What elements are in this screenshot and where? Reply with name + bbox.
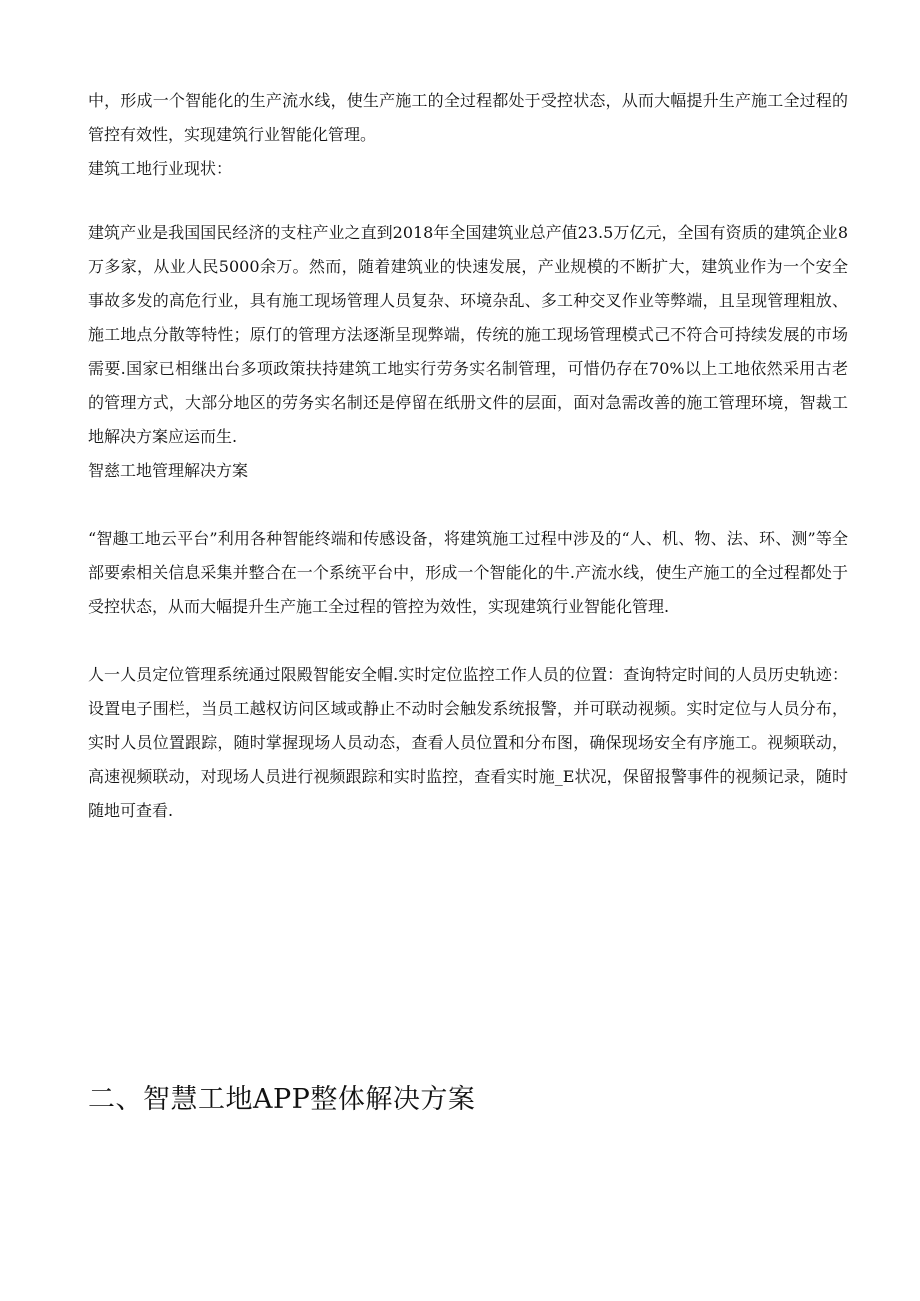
- section-heading: 二、智慧工地APP整体解决方案: [88, 1084, 476, 1115]
- intro-paragraph: 中，形成一个智能化的生产流水线，使生产施工的全过程都处于受控状态，从而大幅提升生产施工全过程的管控有效性，实现建筑行业智能化管理。: [88, 91, 848, 144]
- industry-status-paragraph: 建筑产业是我国国民经济的支柱产业之直到2018年全国建筑业总产值23.5万亿元，全国有资质的建筑企业8万多家，从业人民5000余万。然而，随着建筑业的快速发展，产业规模的不断扩大，建筑业作为一个安全事故多发的高危行业，具有施工现场管理人员复杂、环境杂乱、多工种交叉作业等弊端，且呈现管理粗放、施工地点分散等特性；原仃的管理方法逐渐呈现弊端，传统的施工现场管理模式己不符合可持续发展的市场需要.国家已相继出台多项政策扶持建筑工地实行劳务实名制管理，可惜仍存在70%以上工地依然采用古老的管理方式，大部分地区的劳务实名制还是停留在纸册文件的层面，面对急需改善的施工管理环境，智裁工地解决方案应运而生.: [88, 223, 848, 446]
- solution-label: 智慈工地管理解决方案: [88, 461, 249, 480]
- document-body: [88, 84, 848, 828]
- industry-status-label: 建筑工地行业现状：: [88, 159, 233, 178]
- cloud-platform-paragraph: “智趣工地云平台”利用各种智能终端和传感设备，将建筑施工过程中涉及的“人、机、物、法、环、测”等全部要索相关信息采集并整合在一个系统平台中，形成一个智能化的牛.产流水线，使生产施工的全过程都处于受控状态，从而大幅提升生产施工全过程的管控为效性，实现建筑行业智能化管理.: [88, 529, 848, 616]
- personnel-positioning-paragraph: 人一人员定位管理系统通过限殿智能安全帽.实时定位监控工作人员的位置：查询特定时间的人员历史轨迹：设置电子围栏，当员工越权访问区域或静止不动时会触发系统报警，并可联动视频。实时定位与人员分布，实时人员位置跟踪，随时掌握现场人员动态，查看人员位置和分布图，确保现场安全有序施工。视频联动，高速视频联动，对现场人员进行视频跟踪和实时监控，查看实时施_E状况，保留报警事件的视频记录，随时随地可查看.: [88, 665, 848, 820]
